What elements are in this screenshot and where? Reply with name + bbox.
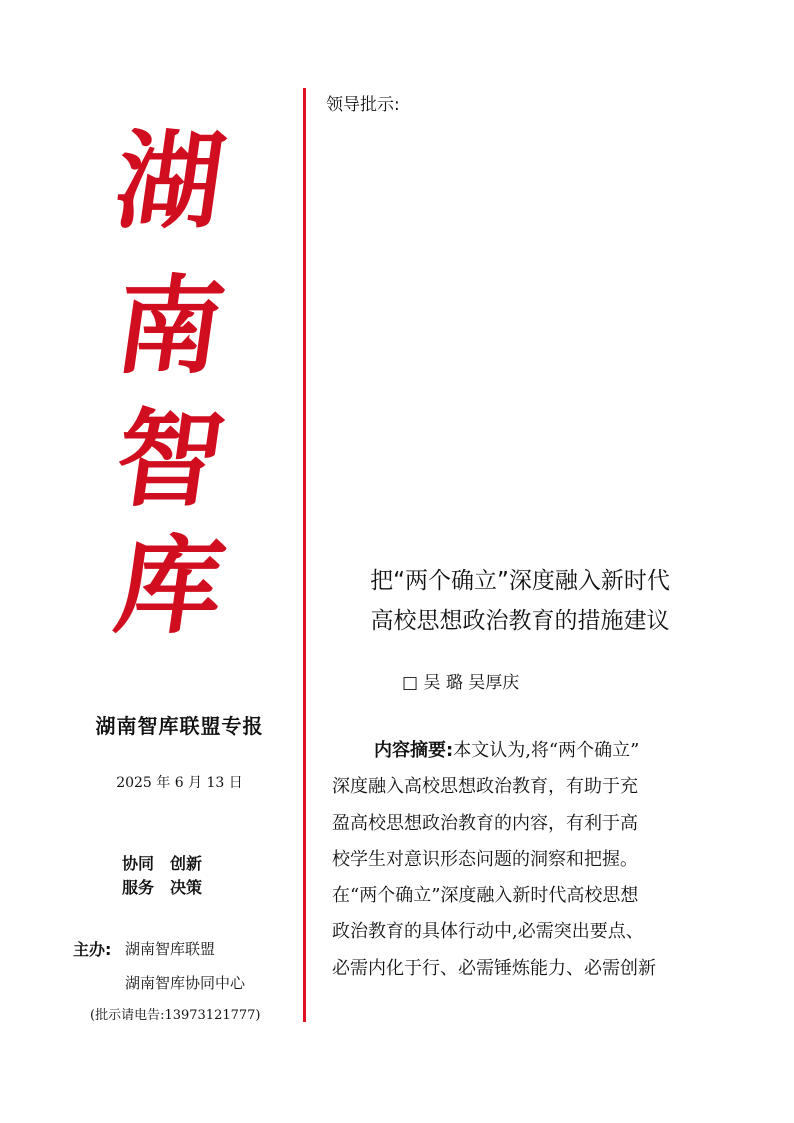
calligraphy-char-zhi: 智 — [108, 396, 232, 521]
calligraphy-char-ku: 库 — [108, 523, 232, 648]
abstract-line-3: 盈高校思想政治教育的内容，有利于高 — [332, 812, 638, 834]
contact-phone: (批示请电告:13973121777) — [90, 1008, 261, 1023]
instruction-label: 领导批示: — [326, 95, 400, 115]
calligraphy-char-nan: 南 — [108, 263, 232, 388]
publication-date: 2025 年 6 月 13 日 — [116, 775, 243, 791]
sponsor-name-1: 湖南智库联盟 — [125, 940, 216, 958]
article-title-line-1: 把“两个确立”深度融入新时代 — [370, 568, 670, 594]
abstract-line-6: 政治教育的具体行动中,必需突出要点、 — [332, 921, 644, 943]
sponsor-label: 主办: — [73, 940, 112, 959]
article-title-line-2: 高校思想政治教育的措施建议 — [370, 608, 670, 634]
abstract-label: 内容摘要: — [374, 740, 454, 761]
calligraphy-char-hu: 湖 — [108, 118, 232, 243]
abstract-line-7: 必需内化于行、必需锤炼能力、必需创新 — [332, 957, 656, 979]
abstract-line-1-text: 本文认为,将“两个确立” — [453, 740, 640, 761]
article-authors: □ 吴 璐 吴厚庆 — [402, 673, 520, 693]
article-abstract — [332, 733, 696, 987]
slogan-line-1: 协同 创新 — [122, 854, 203, 873]
abstract-line-4: 校学生对意识形态问题的洞察和把握。 — [332, 848, 638, 870]
sponsor-name-2: 湖南智库协同中心 — [125, 974, 246, 992]
red-divider — [303, 88, 306, 1022]
masthead-calligraphy — [100, 118, 240, 658]
publication-name: 湖南智库联盟专报 — [95, 714, 264, 738]
abstract-line-1 — [332, 733, 696, 769]
abstract-line-2: 深度融入高校思想政治教育，有助于充 — [332, 776, 638, 798]
slogan-line-2: 服务 决策 — [122, 878, 203, 897]
abstract-line-5: 在“两个确立”深度融入新时代高校思想 — [332, 885, 639, 907]
